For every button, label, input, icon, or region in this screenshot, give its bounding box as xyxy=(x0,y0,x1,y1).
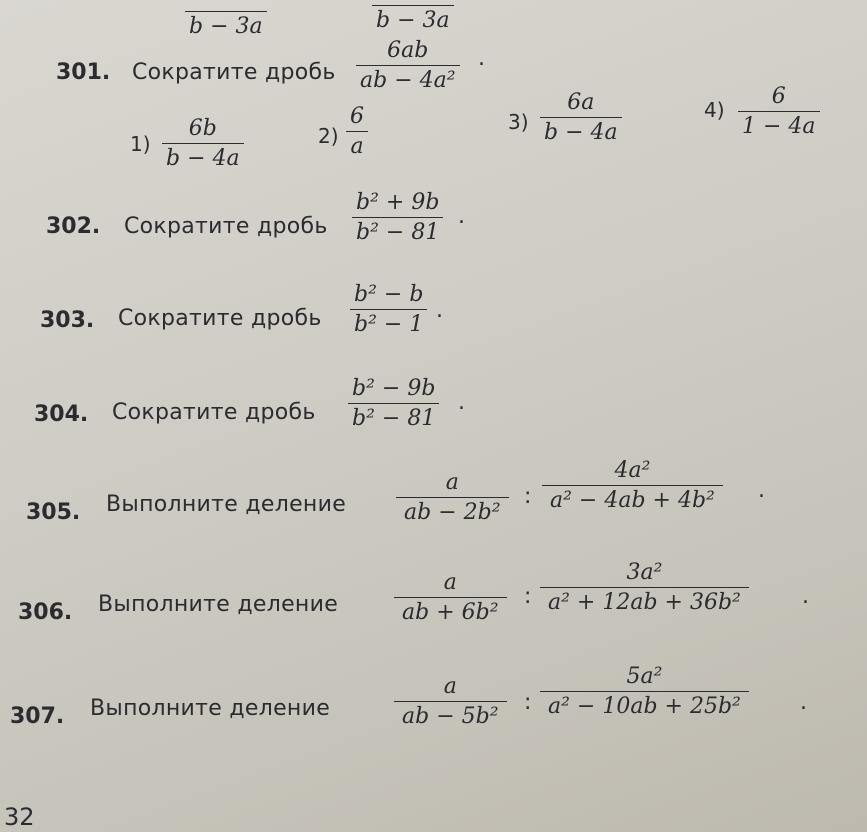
fraction: $\frac{6ab}{\text{ab − 4a²}}$ xyxy=(356,38,460,93)
problem-number: 303. xyxy=(40,308,95,333)
problem-number: 306. xyxy=(18,600,73,625)
period: . xyxy=(802,584,809,609)
fraction: $\frac{a}{\text{ab − 5b²}}$ xyxy=(394,674,507,729)
option-fraction: $\frac{6}{1 - 4a}$ xyxy=(738,84,820,139)
division-sign: : xyxy=(524,484,532,509)
fraction: $\frac{\text{b² − b}}{\text{b² − 1}}$ xyxy=(350,282,427,337)
page-number: 32 xyxy=(4,803,35,831)
problem-number: 301. xyxy=(56,60,111,85)
option-fraction: $\frac{6b}{b - 4a}$ xyxy=(162,116,244,171)
problem-text: Выполните деление xyxy=(106,492,347,517)
cut-fraction-right: b − 3a xyxy=(372,0,454,33)
problem-number: 304. xyxy=(34,402,89,427)
problem-text: Выполните деление xyxy=(98,592,339,617)
period: . xyxy=(436,298,443,323)
period: . xyxy=(478,46,485,71)
fraction: $\frac{a}{\text{ab − 2b²}}$ xyxy=(396,470,509,525)
problem-text: Выполните деление xyxy=(90,696,331,721)
division-sign: : xyxy=(524,690,532,715)
option-fraction: $\frac{6a}{b - 4a}$ xyxy=(540,90,622,145)
option-label: 4) xyxy=(704,98,725,122)
fraction: $\frac{\text{b² + 9b}}{\text{b² − 81}}$ xyxy=(352,190,443,245)
problem-number: 302. xyxy=(46,214,101,239)
option-fraction: $\frac{6}{a}$ xyxy=(346,104,368,159)
problem-text: Сократите дробь xyxy=(112,400,316,425)
problem-number: 307. xyxy=(10,704,65,729)
fraction: $\frac{\text{b² − 9b}}{\text{b² − 81}}$ xyxy=(348,376,439,431)
option-label: 2) xyxy=(318,124,339,148)
fraction-2: $\frac{\text{5a²}}{\text{a² − 10ab + 25b²}}$ xyxy=(540,664,749,719)
period: . xyxy=(800,690,807,715)
option-label: 3) xyxy=(508,110,529,134)
problem-text: Сократите дробь xyxy=(118,306,322,331)
fraction-2: $\frac{\text{3a²}}{\text{a² + 12ab + 36b²}}$ xyxy=(540,560,749,615)
fraction-2: $\frac{\text{4a²}}{\text{a² − 4ab + 4b²}}$ xyxy=(542,458,723,513)
period: . xyxy=(758,478,765,503)
period: . xyxy=(458,204,465,229)
problem-text: Сократите дробь xyxy=(132,60,336,85)
cut-fraction-left: b − 3a xyxy=(185,0,267,39)
problem-text: Сократите дробь xyxy=(124,214,328,239)
fraction: $\frac{a}{\text{ab + 6b²}}$ xyxy=(394,570,507,625)
period: . xyxy=(458,390,465,415)
division-sign: : xyxy=(524,584,532,609)
option-label: 1) xyxy=(130,132,151,156)
problem-number: 305. xyxy=(26,500,81,525)
